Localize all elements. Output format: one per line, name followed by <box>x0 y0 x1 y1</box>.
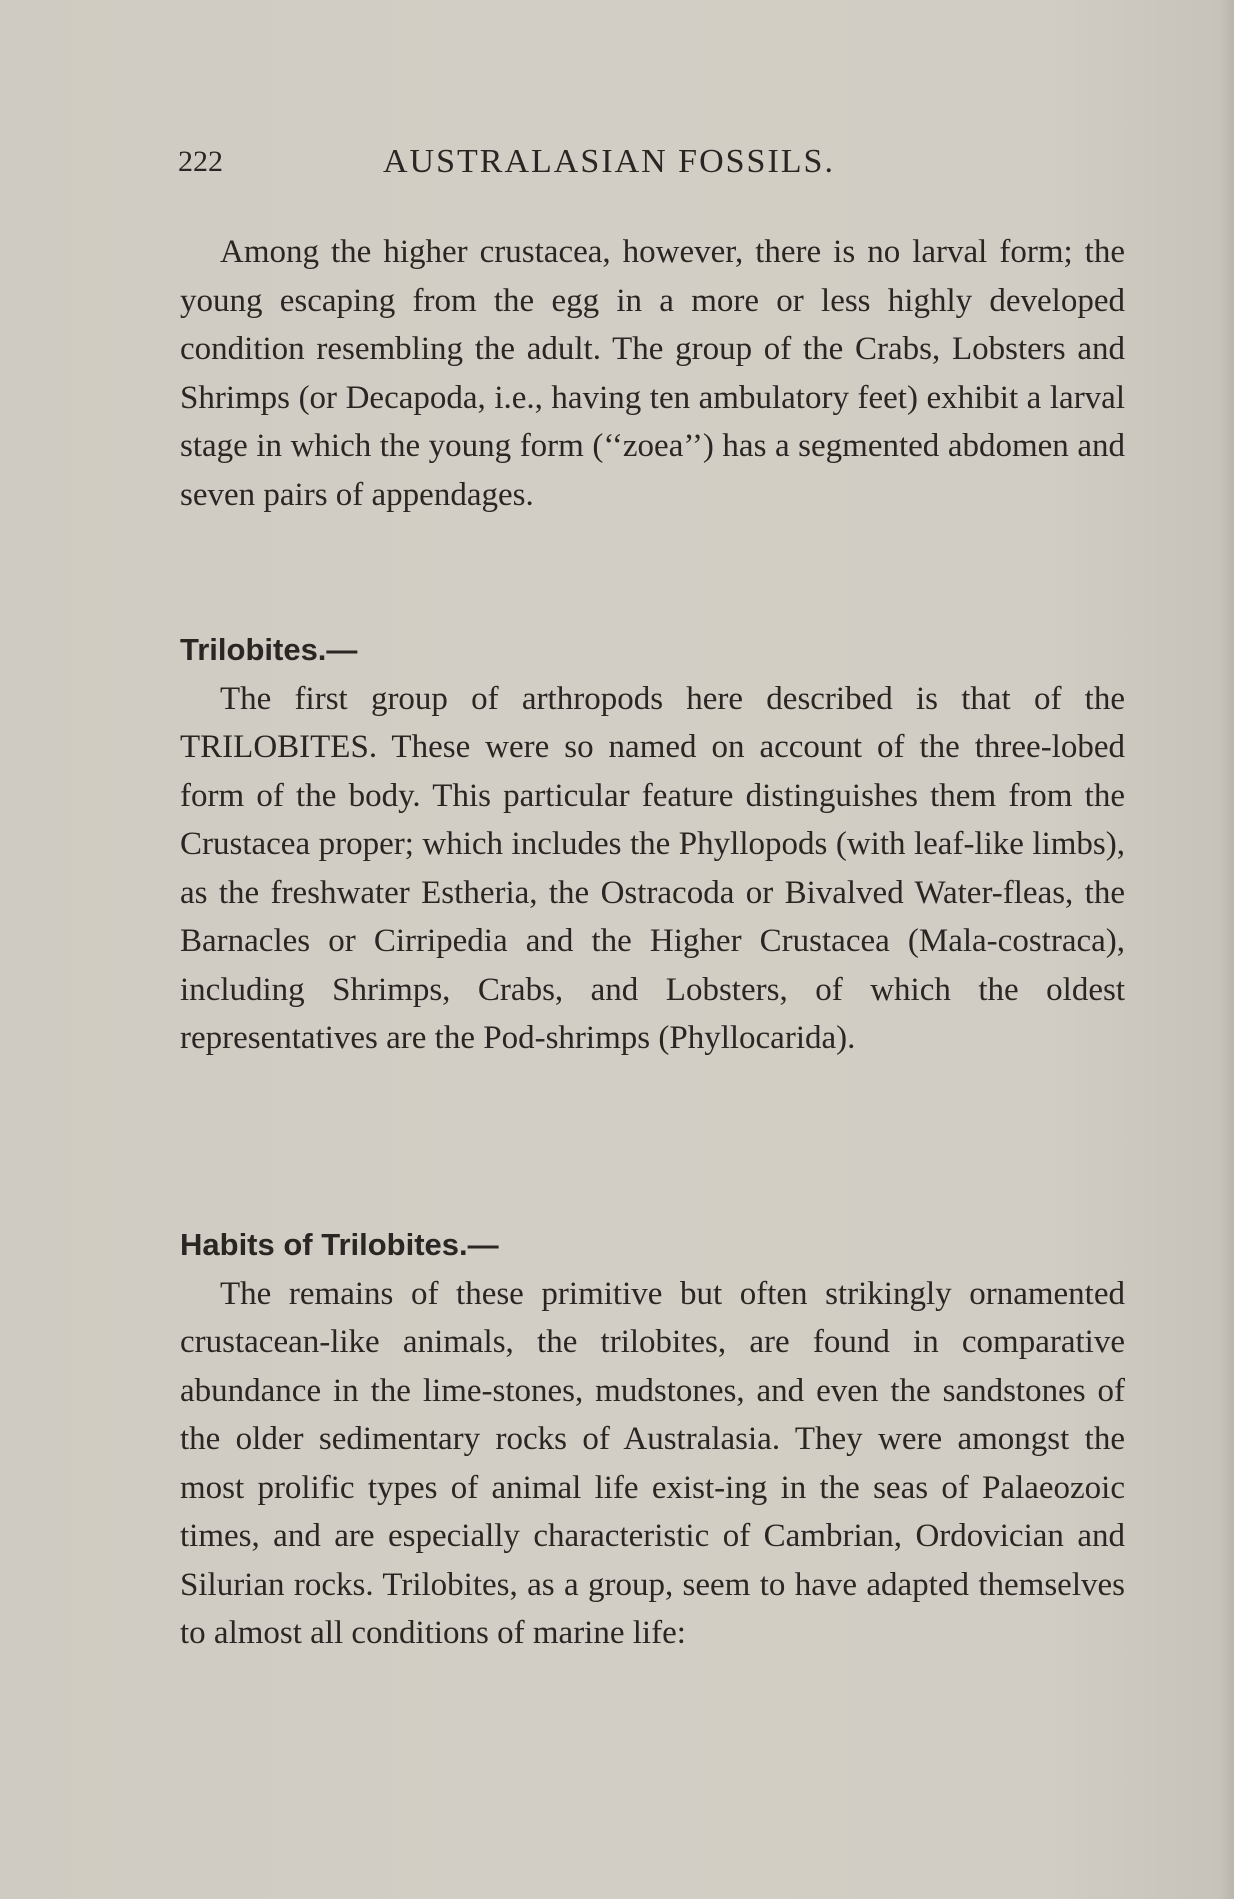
section-habits-of-trilobites <box>180 1221 1125 1658</box>
running-title: AUSTRALASIAN FOSSILS. <box>383 143 835 180</box>
section-trilobites <box>180 626 1125 1063</box>
page-number: 222 <box>178 145 223 178</box>
paragraph-habits-of-trilobites: The remains of these primitive but often strikingly ornamented crustacean-like animals, the trilobites, are found in comparative abundance in the lime-stones, mudstones, and even the sandstones of the older sedimentary rocks of Australasia. They were amongst the most prolific types of animal life exist-ing in the seas of Palaeozoic times, and are especially characteristic of Cambrian, Ordovician and Silurian rocks. Trilobites, as a group, seem to have adapted themselves to almost all conditions of marine life: <box>180 1275 1125 1651</box>
section-higher-crustacea <box>180 228 1125 519</box>
paragraph-higher-crustacea: Among the higher crustacea, however, there is no larval form; the young escaping from the egg in a more or less highly developed condition resembling the adult. The group of the Crabs, Lobsters and Shrimps (or Decapoda, i.e., having ten ambulatory feet) exhibit a larval stage in which the young form (‘‘zoea’’) has a segmented abdomen and seven pairs of appendages. <box>180 234 1125 513</box>
paragraph-trilobites: The first group of arthropods here described is that of the TRILOBITES. These were so named on account of the three-lobed form of the body. This particular feature distinguishes them from the Crustacea proper; which includes the Phyllopods (with leaf-like limbs), as the freshwater Estheria, the Ostracoda or Bivalved Water-fleas, the Barnacles or Cirripedia and the Higher Crustacea (Mala-costraca), including Shrimps, Crabs, and Lobsters, of which the oldest representatives are the Pod-shrimps (Phyllocarida). <box>180 680 1125 1056</box>
heading-trilobites: Trilobites.— <box>180 632 358 667</box>
heading-habits-of-trilobites: Habits of Trilobites.— <box>180 1227 499 1262</box>
page-edge-shadow <box>1220 0 1234 1899</box>
page-header <box>178 142 1078 182</box>
